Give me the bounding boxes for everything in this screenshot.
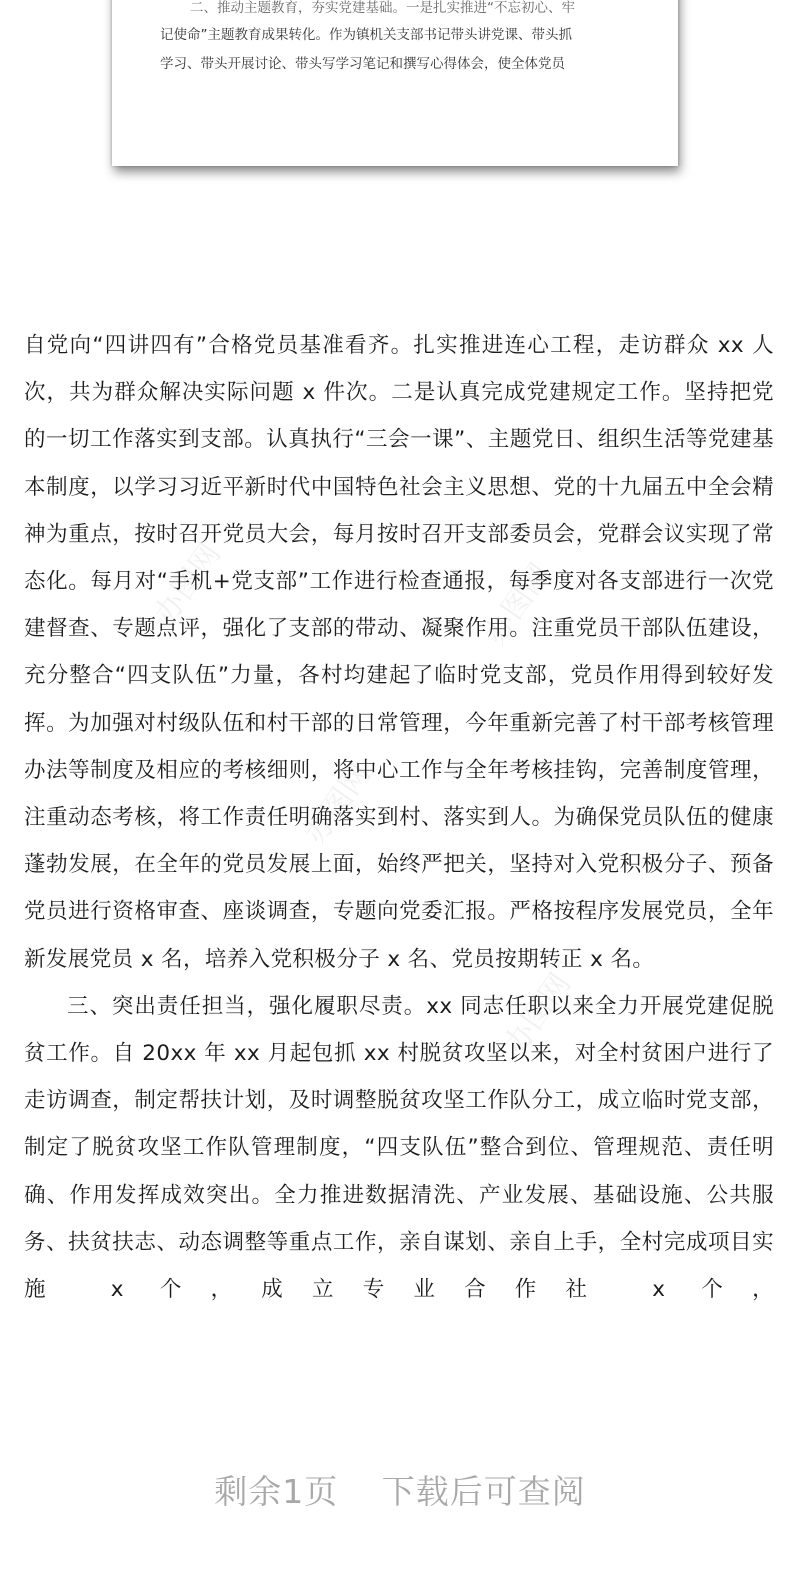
- body-paragraph-1: 自党向“四讲四有”合格党员基准看齐。扎实推进连心工程，走访群众 xx 人次，共为群众解决实际问题 x 件次。二是认真完成党建规定工作。坚持把党的一切工作落实到支部。认真执行“三会一课”、主题党日、组织生活等党建基本制度，以学习习近平新时代中国特色社会主义思想、党的十九届五中全会精神为重点，按时召开党员大会，每月按时召开支部委员会，党群会议实现了常态化。每月对“手机+党支部”工作进行检查通报，每季度对各支部进行一次党建督查、专题点评，强化了支部的带动、凝聚作用。注重党员干部队伍建设，充分整合“四支队伍”力量，各村均建起了临时党支部，党员作用得到较好发挥。为加强对村级队伍和村干部的日常管理，今年重新完善了村干部考核管理办法等制度及相应的考核细则，将中心工作与全年考核挂钩，完善制度管理，注重动态考核，将工作责任明确落实到村、落实到人。为确保党员队伍的健康蓬勃发展，在全年的党员发展上面，始终严把关，坚持对入党积极分子、预备党员进行资格审查、座谈调查，专题向党委汇报。严格按程序发展党员，全年新发展党员 x 名，培养入党积极分子 x 名、党员按期转正 x 名。: [24, 333, 774, 972]
- watermark: 办图网: [147, 537, 229, 631]
- body-paragraph-2: 三、突出责任担当，强化履职尽责。xx 同志任职以来全力开展党建促脱贫工作。自 20xx 年 xx 月起包抓 xx 村脱贫攻坚以来，对全村贫困户进行了走访调查，制定帮扶计划，及时调整脱贫攻坚工作队分工，成立临时党支部，制定了脱贫攻坚工作队管理制度，“四支队伍”整合到位、管理规范、责任明确、作用发挥成效突出。全力推进数据清洗、产业发展、基础设施、公共服务、扶贫扶志、动态调整等重点工作，亲自谋划、亲自上手，全村完成项目实施 x 个，成立专业合作社 x 个，: [24, 993, 774, 1303]
- watermark: 办图网: [297, 757, 379, 851]
- download-to-view-label: 下载后可查阅: [381, 1472, 586, 1511]
- preview-line-2: 记使命”主题教育成果转化。作为镇机关支部书记带头讲党课、带头抓: [160, 27, 572, 43]
- preview-line-1: 二、推动主题教育，夯实党建基础。一是扎实推进“不忘初心、牢: [190, 0, 575, 16]
- document-body: [24, 322, 774, 1313]
- watermark: 办图网: [477, 557, 559, 651]
- page-preview-card: [112, 0, 678, 166]
- preview-line-3: 学习、带头开展讨论、带头写学习笔记和撰写心得体会，使全体党员: [160, 56, 565, 72]
- remaining-pages-label: 剩余1页: [214, 1472, 339, 1511]
- watermark: 办图网: [497, 967, 579, 1061]
- download-prompt[interactable]: [0, 1466, 800, 1513]
